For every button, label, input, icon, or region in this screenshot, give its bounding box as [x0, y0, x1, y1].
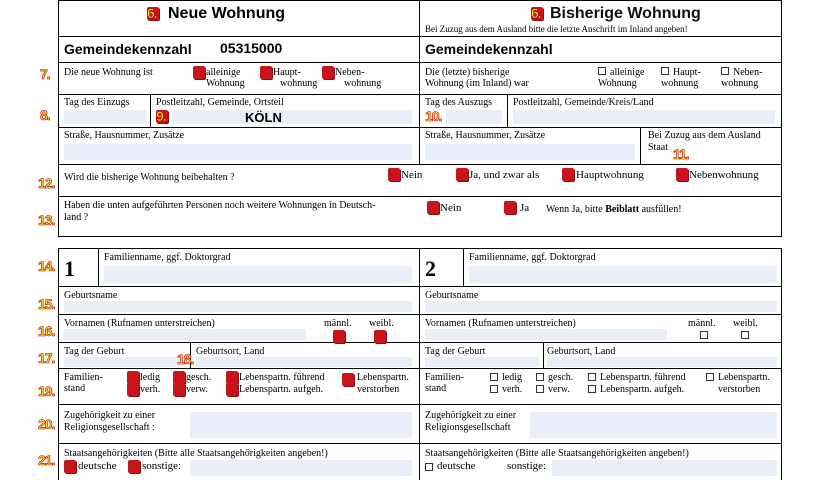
beiblatt-hint-bold: Beiblatt	[605, 204, 640, 215]
opt-neben-new: Neben-	[335, 67, 365, 78]
birth-name-field-1[interactable]	[64, 301, 412, 312]
new-dwelling-label: Die neue Wohnung ist	[64, 67, 153, 78]
religion-field-2[interactable]	[530, 412, 777, 438]
row-number-17: 17.	[38, 350, 55, 366]
lpv-label-1: Lebenspartn.	[357, 372, 409, 383]
keep-dwelling-question: Wird die bisherige Wohnung beibehalten ?	[64, 172, 235, 183]
religion-label-2b: Religionsgesellschaft	[425, 422, 511, 433]
checkbox-gesch-2[interactable]	[536, 373, 544, 381]
checkbox-haupt-old[interactable]	[661, 67, 669, 75]
old-postal-label: Postleitzahl, Gemeinde/Kreis/Land	[513, 97, 654, 108]
postal-code-label: Postleitzahl, Gemeinde, Ortsteil	[156, 97, 284, 108]
opt-alleinige-old-b: Wohnung	[598, 78, 637, 89]
birth-name-field-2[interactable]	[425, 301, 777, 312]
opt-haupt-new: Haupt-	[273, 67, 301, 78]
lpf-label-2: Lebenspartn. führend	[600, 372, 686, 383]
marital-label-2b: stand	[425, 383, 447, 394]
family-name-field-2[interactable]	[469, 266, 777, 283]
checkbox-lpf-2[interactable]	[588, 373, 596, 381]
country-label: Staat	[648, 142, 668, 153]
old-address-title: Bisherige Wohnung	[550, 5, 701, 22]
lpv-label-2: Lebenspartn.	[718, 372, 770, 383]
old-street-field[interactable]	[425, 144, 635, 160]
sonstige-label-2: sonstige:	[507, 460, 547, 472]
checkbox-verh-1[interactable]	[127, 383, 139, 396]
checkbox-lpa-2[interactable]	[588, 385, 596, 393]
street-field[interactable]	[64, 144, 412, 160]
opt-neben-new-b: wohnung	[344, 78, 382, 89]
keep-nein-label: Nein	[401, 169, 423, 181]
row-number-13: 13.	[38, 212, 55, 228]
deutsche-label-2: deutsche	[437, 460, 476, 472]
family-name-field-1[interactable]	[104, 266, 412, 283]
opt-haupt-old: Haupt-	[673, 67, 701, 78]
row-number-20: 20.	[38, 416, 55, 432]
section-number-old: 6.	[531, 5, 541, 21]
male-label-1: männl.	[324, 318, 352, 329]
keep-neben-label: Nebenwohnung	[689, 169, 759, 181]
row-number-10: 10.	[425, 108, 442, 124]
beiblatt-hint-end: ausfüllen!	[639, 204, 682, 215]
keep-ja-label: Ja, und zwar als	[469, 169, 540, 181]
other-ja-label: Ja	[520, 202, 530, 214]
pob-label-1: Geburtsort, Land	[196, 346, 265, 357]
checkbox-sonstige-1[interactable]	[128, 460, 140, 473]
street-label: Straße, Hausnummer, Zusätze	[64, 130, 185, 141]
old-postal-field[interactable]	[513, 110, 775, 124]
family-name-label-1: Familienname, ggf. Doktorgrad	[104, 252, 231, 263]
nationality-field-2[interactable]	[552, 460, 777, 476]
opt-haupt-new-b: wohnung	[280, 78, 318, 89]
pob-field-2[interactable]	[547, 357, 777, 367]
row-number-11: 11.	[673, 146, 689, 162]
lpf-label-1: Lebenspartn. führend	[239, 372, 325, 383]
female-label-2: weibl.	[733, 318, 758, 329]
family-name-label-2: Familienname, ggf. Doktorgrad	[469, 252, 596, 263]
checkbox-neben-new[interactable]	[322, 66, 334, 79]
move-in-date-field[interactable]	[64, 110, 146, 124]
row-number-9: 9.	[156, 108, 166, 124]
checkbox-female-1[interactable]	[374, 330, 386, 343]
gesch-label-2: gesch.	[548, 372, 574, 383]
marital-label-1b: stand	[64, 383, 86, 394]
opt-haupt-old-b: wohnung	[661, 78, 699, 89]
checkbox-haupt-new[interactable]	[260, 66, 272, 79]
beiblatt-hint-text: Wenn Ja, bitte	[546, 204, 606, 215]
abroad-label: Bei Zuzug aus dem Ausland	[648, 130, 761, 141]
checkbox-verh-2[interactable]	[490, 385, 498, 393]
checkbox-female-2[interactable]	[741, 331, 749, 339]
dob-field-1[interactable]	[64, 357, 186, 367]
checkbox-verw-1[interactable]	[173, 383, 185, 396]
checkbox-male-1[interactable]	[333, 330, 345, 343]
move-in-date-label: Tag des Einzugs	[64, 97, 130, 108]
row-number-14: 14.	[38, 258, 55, 274]
religion-field-1[interactable]	[190, 412, 412, 438]
female-label-1: weibl.	[369, 318, 394, 329]
religion-label-1: Zugehörigkeit zu einer	[64, 410, 156, 421]
person-2-index: 2	[425, 256, 436, 281]
first-names-field-1[interactable]	[64, 329, 306, 340]
gesch-label-1: gesch.	[186, 372, 212, 383]
gemeinde-label-new: Gemeindekennzahl	[64, 41, 192, 57]
opt-neben-old-b: wohnung	[721, 78, 759, 89]
nationality-label-1: Staatsangehörigkeiten (Bitte alle Staatsangehörigkeiten angeben!)	[64, 448, 328, 459]
beiblatt-hint	[546, 204, 682, 215]
marital-label-2: Familien-	[425, 372, 464, 383]
gemeinde-value-new[interactable]: 05315000	[220, 40, 283, 56]
row-number-12: 12.	[38, 175, 55, 191]
first-names-field-2[interactable]	[425, 329, 667, 340]
verw-label-2: verw.	[548, 384, 570, 395]
checkbox-other-ja[interactable]	[504, 201, 516, 214]
checkbox-keep-ja[interactable]	[456, 168, 468, 181]
sonstige-label-1: sonstige:	[142, 460, 182, 472]
other-nein-label: Nein	[440, 202, 462, 214]
first-names-label-1: Vornamen (Rufnamen unterstreichen)	[64, 318, 215, 329]
ledig-label-1: ledig	[140, 372, 160, 383]
checkbox-ledig-2[interactable]	[490, 373, 498, 381]
old-dwelling-label: Die (letzte) bisherige	[425, 67, 510, 78]
ledig-label-2: ledig	[502, 372, 522, 383]
nationality-field-1[interactable]	[190, 460, 412, 476]
checkbox-verw-2[interactable]	[536, 385, 544, 393]
male-label-2: männl.	[688, 318, 716, 329]
checkbox-male-2[interactable]	[700, 331, 708, 339]
nationality-label-2: Staatsangehörigkeiten (Bitte alle Staatsangehörigkeiten angeben!)	[425, 448, 689, 459]
row-number-15: 15.	[38, 296, 55, 312]
checkbox-lpv-2[interactable]	[706, 373, 714, 381]
pob-label-2: Geburtsort, Land	[547, 346, 616, 357]
new-address-title: Neue Wohnung	[168, 5, 286, 22]
opt-neben-old: Neben-	[733, 67, 763, 78]
row-number-16: 16.	[38, 323, 55, 339]
checkbox-keep-haupt[interactable]	[562, 168, 574, 181]
verw-label-1: verw.	[186, 384, 208, 395]
pob-field-1[interactable]	[196, 357, 412, 367]
person-1-index: 1	[64, 256, 75, 281]
dob-label-2: Tag der Geburt	[425, 346, 486, 357]
marital-label-1: Familien-	[64, 372, 103, 383]
checkbox-other-nein[interactable]	[427, 201, 439, 214]
city-value[interactable]: KÖLN	[245, 110, 282, 125]
checkbox-alleinige-new[interactable]	[193, 66, 205, 79]
lpv-label-1b: verstorben	[357, 384, 400, 395]
move-out-date-label: Tag des Auszugs	[425, 97, 493, 108]
opt-alleinige-new: alleinige	[206, 67, 241, 78]
checkbox-keep-nein[interactable]	[388, 168, 400, 181]
birth-name-label-2: Geburtsname	[425, 290, 479, 301]
dob-label-1: Tag der Geburt	[64, 346, 125, 357]
first-names-label-2: Vornamen (Rufnamen unterstreichen)	[425, 318, 576, 329]
checkbox-deutsche-1[interactable]	[64, 460, 76, 473]
row-number-21: 21.	[38, 452, 55, 468]
section-number-new: 6.	[147, 5, 157, 21]
opt-alleinige-old: alleinige	[610, 67, 645, 78]
dob-field-2[interactable]	[425, 357, 539, 367]
row-number-18: 18.	[177, 351, 194, 367]
verh-label-1: verh.	[140, 384, 161, 395]
checkbox-lpa-1[interactable]	[226, 383, 238, 396]
deutsche-label-1: deutsche	[78, 460, 117, 472]
old-address-note: Bei Zuzug aus dem Ausland bitte die letzte Anschrift im Inland angeben!	[425, 24, 688, 34]
religion-label-2: Zugehörigkeit zu einer	[425, 410, 517, 421]
old-dwelling-label-b: Wohnung (im Inland) war	[425, 78, 529, 89]
checkbox-alleinige-old[interactable]	[598, 67, 606, 75]
gemeinde-label-old: Gemeindekennzahl	[425, 41, 553, 57]
religion-label-1b: Religionsgesellschaft :	[64, 422, 155, 433]
row-number-8: 8.	[40, 107, 50, 123]
checkbox-deutsche-2[interactable]	[425, 463, 433, 471]
keep-haupt-label: Hauptwohnung	[576, 169, 644, 181]
lpv-label-2b: verstorben	[718, 384, 761, 395]
verh-label-2: verh.	[502, 384, 523, 395]
birth-name-label-1: Geburtsname	[64, 290, 118, 301]
checkbox-lpv-1[interactable]	[342, 373, 354, 386]
move-out-date-field[interactable]	[446, 110, 502, 124]
checkbox-neben-old[interactable]	[721, 67, 729, 75]
old-street-label: Straße, Hausnummer, Zusätze	[425, 130, 546, 141]
lpa-label-1: Lebenspartn. aufgeh.	[239, 384, 324, 395]
row-number-7: 7.	[40, 66, 50, 82]
row-number-19: 19.	[38, 383, 55, 399]
lpa-label-2: Lebenspartn. aufgeh.	[600, 384, 685, 395]
postal-code-field[interactable]	[172, 110, 412, 124]
other-dwellings-question-b: land ?	[64, 212, 89, 223]
opt-alleinige-new-b: Wohnung	[206, 78, 245, 89]
checkbox-keep-neben[interactable]	[676, 168, 688, 181]
other-dwellings-question: Haben die unten aufgeführten Personen noch weitere Wohnungen in Deutsch-	[64, 200, 376, 211]
